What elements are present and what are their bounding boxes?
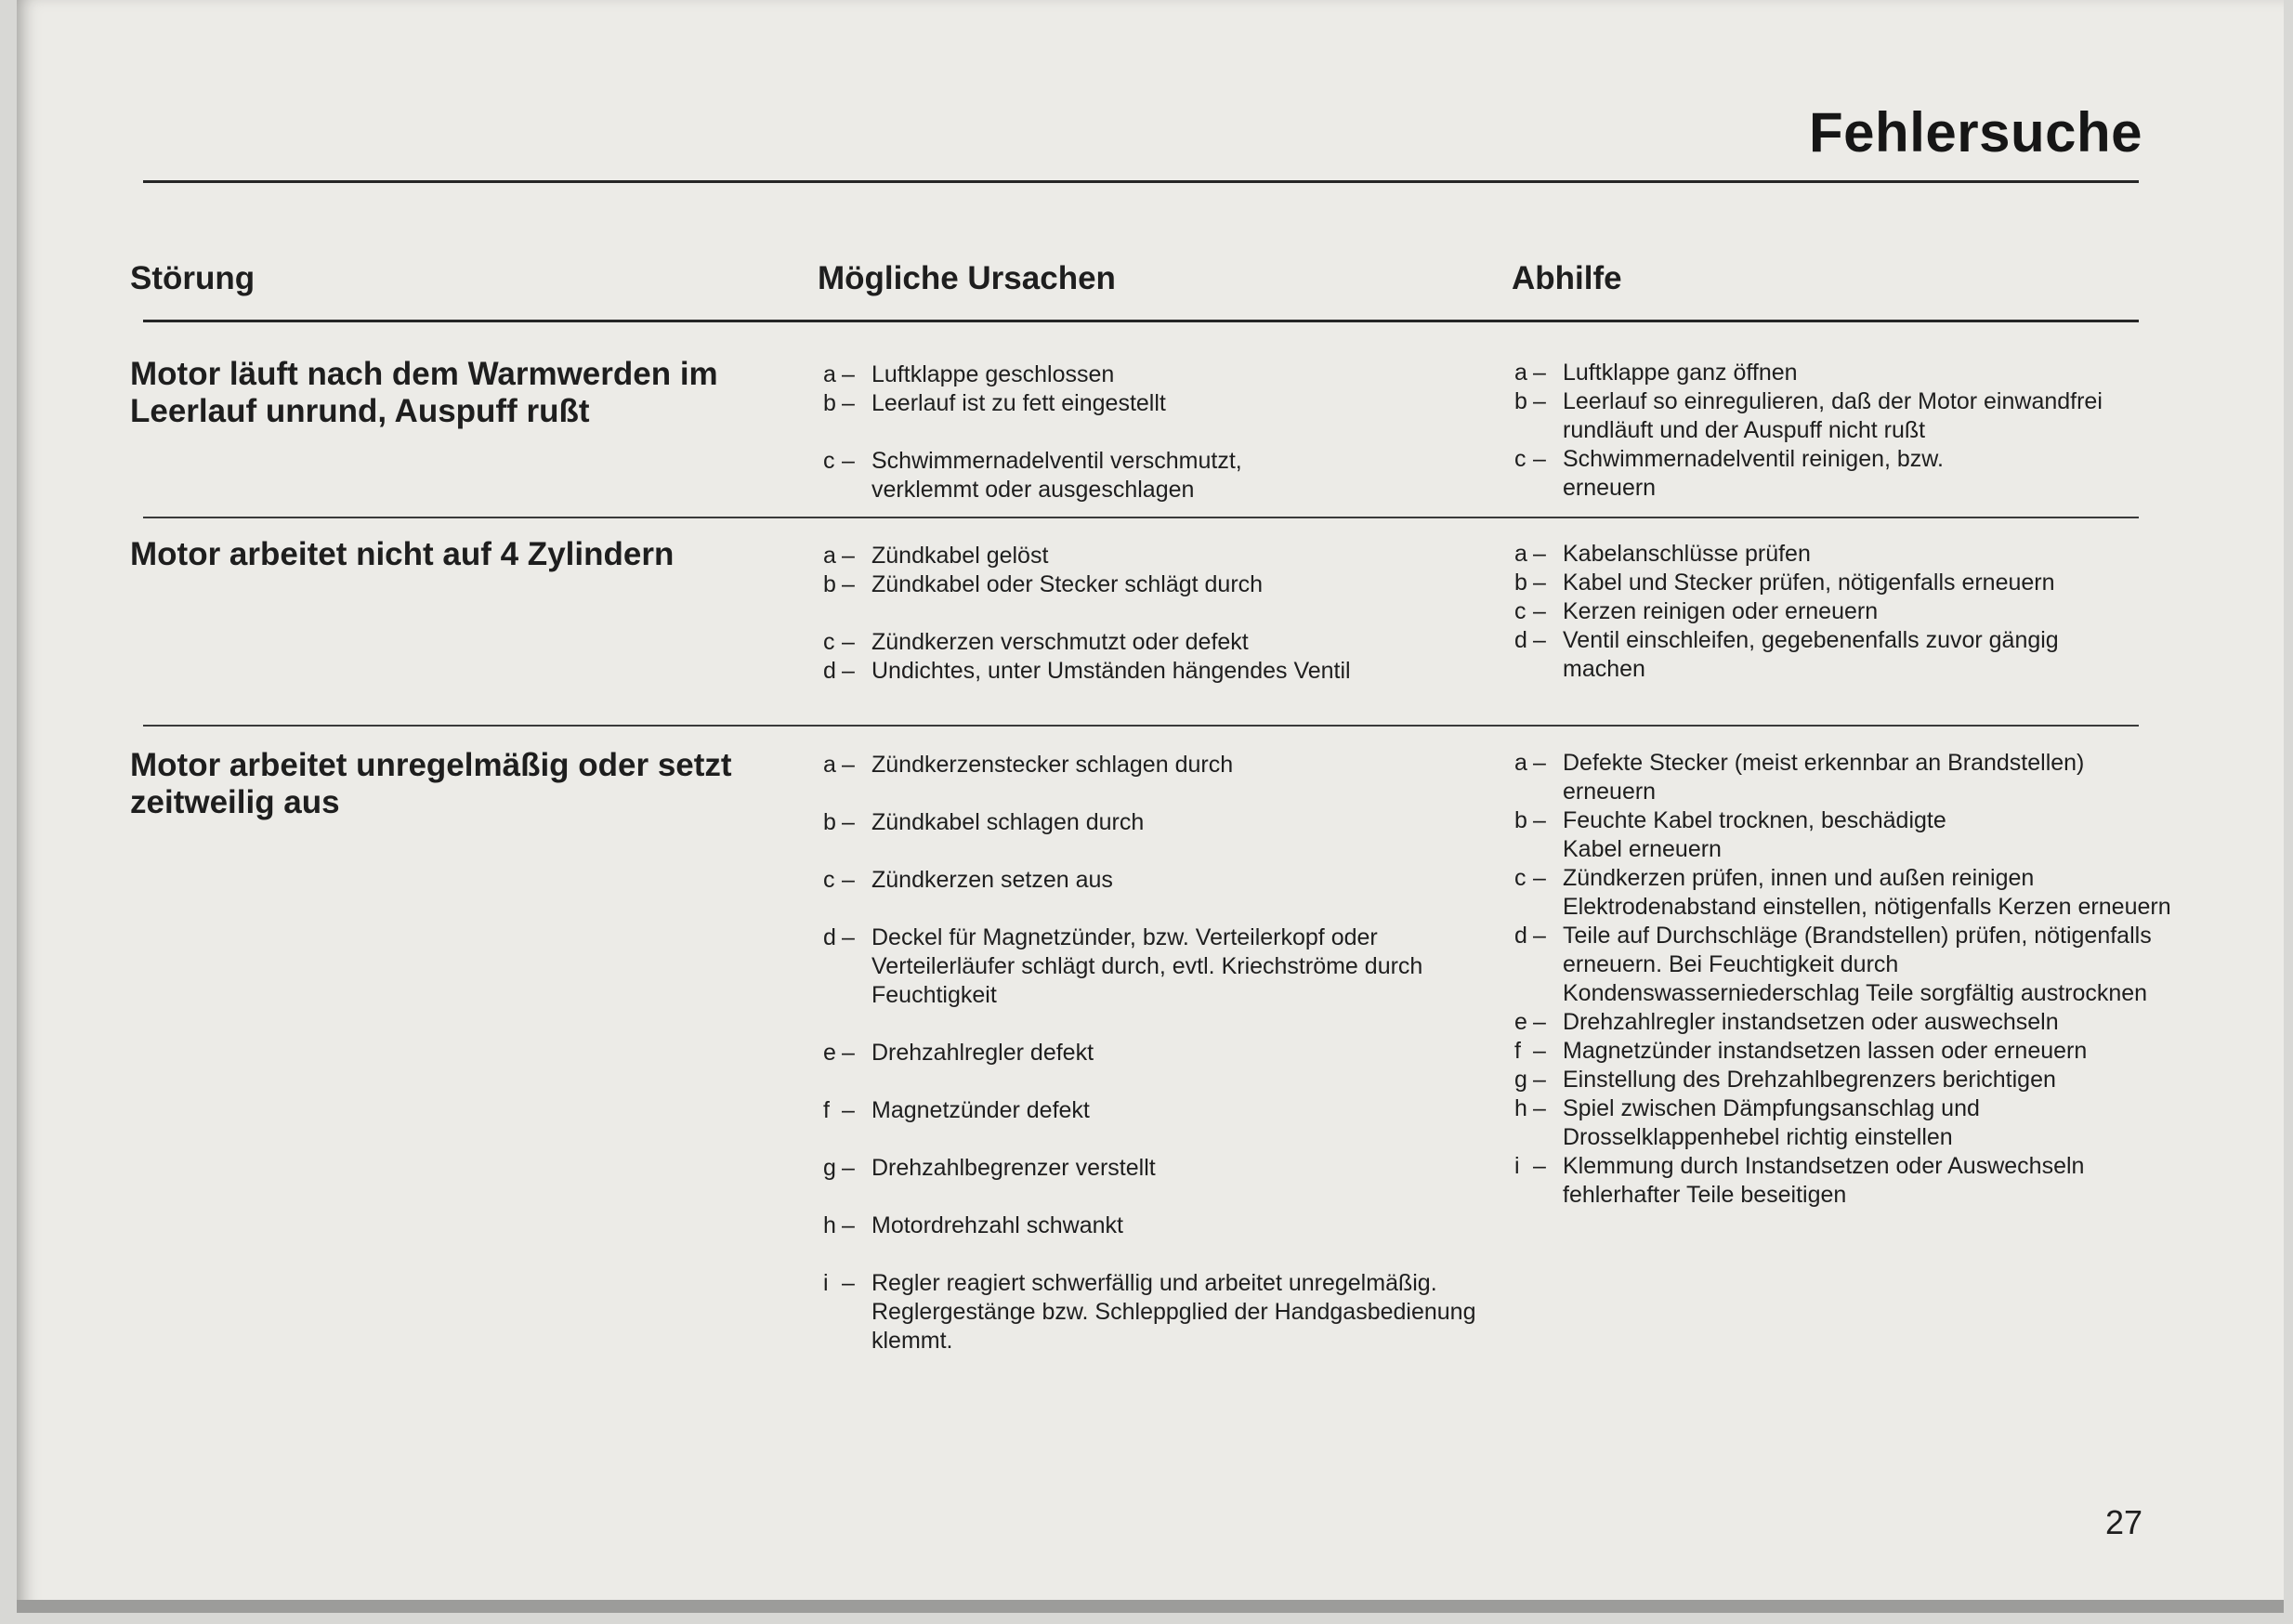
row2-cause-d: d – Undichtes, unter Umständen hängendes Ventil [823, 658, 1351, 684]
row2-remedy-a: a – Kabelanschlüsse prüfen [1514, 541, 1811, 567]
row1-remedies [1514, 359, 2165, 503]
row3-remedy-a: a – Defekte Stecker (meist erkennbar an Brandstellen) erneuern [1514, 750, 2085, 805]
title-rule [143, 180, 2139, 183]
row3-remedy-f: f – Magnetzünder instandsetzen lassen oder erneuern [1514, 1038, 2088, 1064]
document-page [17, 0, 2284, 1613]
row1-rule [143, 517, 2139, 518]
row3-remedy-e: e – Drehzahlregler instandsetzen oder auswechseln [1514, 1009, 2059, 1035]
header-abhilfe: Abhilfe [1512, 260, 1622, 296]
row3-cause-g: g – Drehzahlbegrenzer verstellt [823, 1155, 1156, 1181]
page-bottom-edge [17, 1600, 2284, 1613]
row1-cause-c: c – Schwimmernadelventil verschmutzt, verklemmt oder ausgeschlagen [823, 448, 1242, 503]
page-title: Fehlersuche [1809, 101, 2142, 164]
row3-remedy-b: b – Feuchte Kabel trocknen, beschädigte Kabel erneuern [1514, 807, 1946, 862]
row2-causes [823, 542, 1492, 686]
row3-remedy-c: c – Zündkerzen prüfen, innen und außen reinigen Elektrodenabstand einstellen, nötigenfalls Kerzen erneuern [1514, 865, 2171, 920]
row2-problem: Motor arbeitet nicht auf 4 Zylindern [130, 536, 675, 572]
row1-problem: Motor läuft nach dem Warmwerden im Leerlauf unrund, Auspuff rußt [130, 356, 718, 429]
row3-remedy-g: g – Einstellung des Drehzahlbegrenzers berichtigen [1514, 1067, 2056, 1093]
row3-causes [823, 751, 1492, 1356]
row2-remedy-b: b – Kabel und Stecker prüfen, nötigenfalls erneuern [1514, 570, 2055, 596]
row3-cause-a: a – Zündkerzenstecker schlagen durch [823, 752, 1234, 778]
row3-remedy-h: h – Spiel zwischen Dämpfungsanschlag und Drosselklappenhebel richtig einstellen [1514, 1095, 1980, 1150]
row3-cause-h: h – Motordrehzahl schwankt [823, 1212, 1123, 1238]
row3-remedy-i: i – Klemmung durch Instandsetzen oder Auswechseln fehlerhafter Teile beseitigen [1514, 1153, 2085, 1208]
row3-cause-d: d – Deckel für Magnetzünder, bzw. Verteilerkopf oder Verteilerläufer schlägt durch, evtl. Kriechströme durch Feuchtigkeit [823, 924, 1423, 1008]
row3-remedies [1514, 749, 2171, 1210]
header-stoerung: Störung [130, 260, 256, 296]
row3-cause-e: e – Drehzahlregler defekt [823, 1040, 1094, 1066]
row2-rule [143, 725, 2139, 727]
row2-cause-a: a – Zündkabel gelöst [823, 543, 1049, 569]
row1-remedy-b: b – Leerlauf so einregulieren, daß der Motor einwandfrei rundläuft und der Auspuff nicht rußt [1514, 388, 2103, 443]
row3-cause-f: f – Magnetzünder defekt [823, 1097, 1090, 1123]
page-number: 27 [2104, 1503, 2142, 1541]
row1-cause-a: a – Luftklappe geschlossen [823, 361, 1115, 387]
row1-cause-b: b – Leerlauf ist zu fett eingestellt [823, 390, 1166, 416]
row1-remedy-c: c – Schwimmernadelventil reinigen, bzw. erneuern [1514, 446, 1944, 501]
row3-cause-i: i – Regler reagiert schwerfällig und arbeitet unregelmäßig. Reglergestänge bzw. Schleppglied der Handgasbedienung klemmt. [823, 1270, 1476, 1354]
row1-remedy-a: a – Luftklappe ganz öffnen [1514, 360, 1798, 386]
row1-causes [823, 360, 1492, 504]
row2-cause-c: c – Zündkerzen verschmutzt oder defekt [823, 629, 1249, 655]
row3-cause-b: b – Zündkabel schlagen durch [823, 809, 1145, 835]
header-rule [143, 320, 2139, 322]
row3-problem: Motor arbeitet unregelmäßig oder setzt zeitweilig aus [130, 747, 732, 820]
row2-remedy-d: d – Ventil einschleifen, gegebenenfalls zuvor gängig machen [1514, 627, 2059, 682]
row2-remedies [1514, 540, 2165, 684]
row3-cause-c: c – Zündkerzen setzen aus [823, 867, 1113, 893]
row2-cause-b: b – Zündkabel oder Stecker schlägt durch [823, 571, 1264, 597]
row3-remedy-d: d – Teile auf Durchschläge (Brandstellen) prüfen, nötigenfalls erneuern. Bei Feuchtigkeit durch Kondenswasserniederschlag Teile sorgfältig austrocknen [1514, 923, 2152, 1006]
header-ursachen: Mögliche Ursachen [818, 260, 1116, 296]
row2-remedy-c: c – Kerzen reinigen oder erneuern [1514, 598, 1879, 624]
